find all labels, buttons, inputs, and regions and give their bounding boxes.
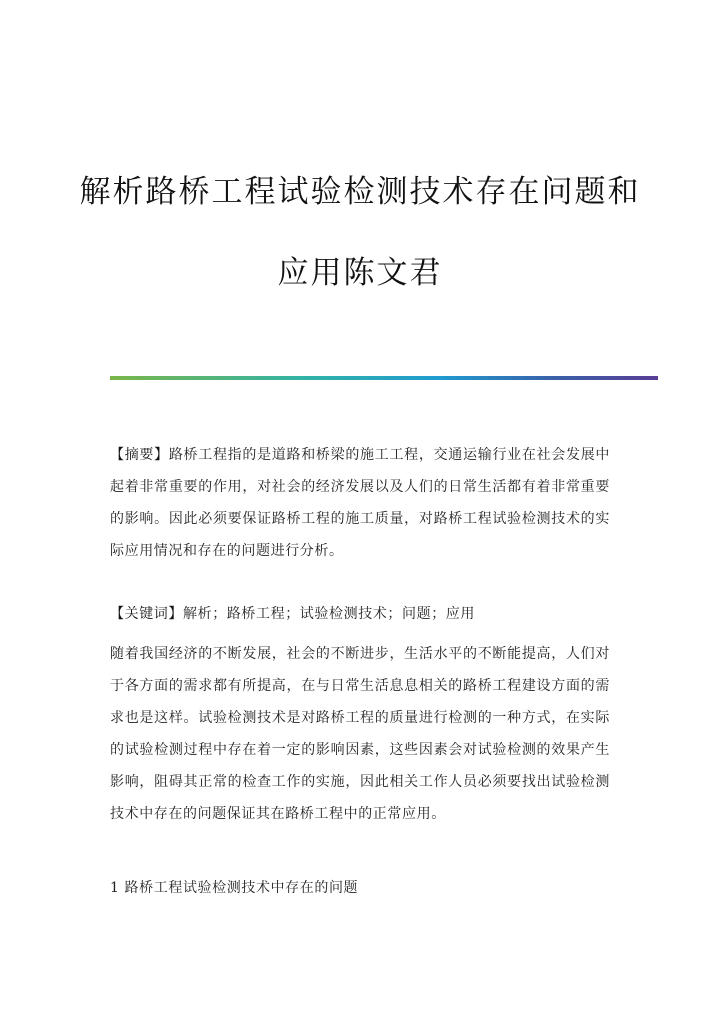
document-title-line-1: 解析路桥工程试验检测技术存在问题和 [79, 174, 641, 210]
abstract-text: 路桥工程指的是道路和桥梁的施工工程，交通运输行业在社会发展中起着非常重要的作用，对社会的经济发展以及人们的日常生活都有着非常重要的影响。因此必须要保证路桥工程的施工质量，对路桥工程试验检测技术的实际应用情况和存在的问题进行分析。 [110, 447, 610, 559]
abstract-paragraph [110, 439, 610, 567]
document-title-line-2: 应用陈文君 [277, 255, 443, 291]
section-heading: 1 路桥工程试验检测技术中存在的问题 [110, 880, 359, 896]
keywords-paragraph [110, 598, 610, 630]
keywords-label: 【关键词】 [110, 606, 183, 622]
abstract-label: 【摘要】 [110, 447, 169, 463]
keywords-text: 解析；路桥工程；试验检测技术；问题；应用 [183, 606, 475, 622]
intro-paragraph: 随着我国经济的不断发展，社会的不断进步，生活水平的不断能提高，人们对于各方面的需求都有所提高，在与日常生活息息相关的路桥工程建设方面的需求也是这样。试验检测技术是对路桥工程的质量进行检测的一种方式，在实际的试验检测过程中存在着一定的影响因素，这些因素会对试验检测的效果产生影响，阻碍其正常的检查工作的实施，因此相关工作人员必须要找出试验检测技术中存在的问题保证其在路桥工程中的正常应用。 [110, 646, 610, 822]
title-divider [110, 376, 658, 380]
